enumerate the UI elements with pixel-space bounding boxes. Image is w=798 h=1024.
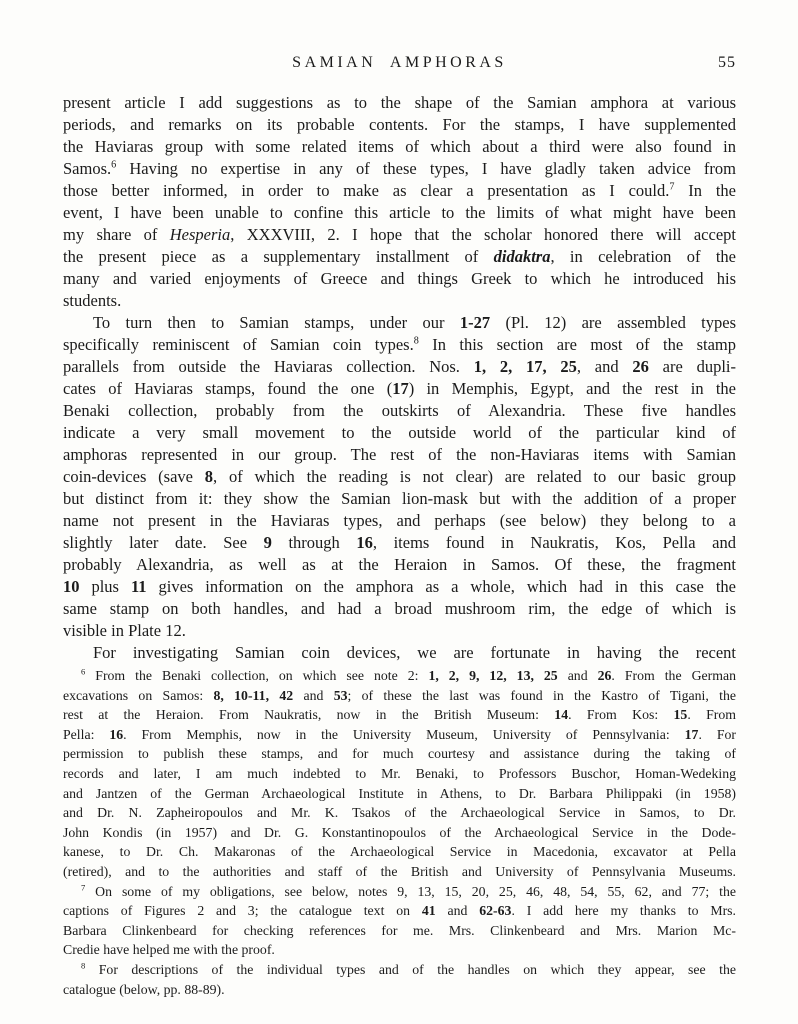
text-segment: 26 [632, 357, 649, 376]
text-segment: , items found in Naukratis, Kos, Pella and [372, 533, 736, 552]
text-segment: For descriptions of the individual types and of the handles on which they appear, see the [85, 961, 736, 977]
text-segment: . From Memphis, now in the University Museum, University of Pennsylvania: [123, 726, 685, 742]
text-segment: 11 [130, 577, 147, 596]
running-title: SAMIAN AMPHORAS [292, 54, 507, 71]
text-line [63, 744, 736, 764]
text-segment: 8, 10-11, 42 [213, 687, 294, 703]
text-segment: didaktra [493, 247, 551, 266]
text-segment: 41 [421, 903, 436, 919]
text-segment: ; of these the last was found in the Kastro of Tigani, the [347, 687, 736, 703]
text-line [63, 666, 736, 686]
text-segment: plus [79, 577, 131, 596]
text-line [63, 356, 736, 378]
text-line [63, 554, 736, 576]
paragraph [63, 666, 736, 882]
text-segment: slightly later date. See [63, 533, 264, 552]
text-segment: To turn then to Samian stamps, under our [93, 313, 460, 332]
text-segment: . I add here my thanks to Mrs. [511, 903, 736, 919]
text-segment: . For [698, 726, 736, 742]
text-segment: Having no expertise in any of these types, I have gladly taken advice from [116, 159, 736, 178]
text-segment: my share of [63, 225, 170, 244]
text-line [63, 466, 736, 488]
text-segment: 1, 2, 9, 12, 13, 25 [428, 668, 558, 683]
text-segment: are dupli- [648, 357, 737, 376]
text-line [63, 400, 736, 422]
footnote-marker: 7 [81, 881, 86, 892]
text-segment: the Haviaras group with some related items of which about a third were also found in [63, 137, 736, 156]
text-segment: 62-63 [479, 903, 512, 919]
text-line [63, 180, 736, 202]
text-segment: 8 [204, 467, 214, 486]
text-segment: gives information on the amphora as a whole, which had in this case the [146, 577, 736, 596]
text-segment: 17 [684, 726, 699, 742]
text-segment: and Dr. N. Zapheiropoulos and Mr. K. Tsakos of the Archaeological Service in Samos, to Dr. [63, 805, 736, 821]
text-segment: excavations on Samos: [63, 687, 214, 703]
text-line [63, 940, 736, 960]
text-segment: Barbara Clinkenbeard for checking references for me. Mrs. Clinkenbeard and Mrs. Marion Mc- [63, 922, 736, 938]
text-segment: and [557, 668, 598, 683]
text-line [63, 980, 736, 1000]
text-line [63, 268, 736, 290]
text-segment: the present piece as a supplementary installment of [63, 247, 494, 266]
text-line [63, 312, 736, 334]
text-segment: indicate a very small movement to the outside world of the particular kind of [63, 423, 736, 442]
text-segment: Pella: [63, 726, 110, 742]
text-segment: Hesperia [169, 225, 231, 244]
page-header [63, 54, 736, 76]
text-segment: records and later, I am much indebted to Mr. Benaki, to Professors Buschor, Homan-Wedeking [63, 765, 736, 781]
text-line [63, 114, 736, 136]
text-segment: rest at the Heraion. From Naukratis, now in the British Museum: [63, 707, 555, 723]
text-line [63, 378, 736, 400]
text-line [63, 246, 736, 268]
text-line [63, 784, 736, 804]
text-line [63, 823, 736, 843]
text-line [63, 705, 736, 725]
text-segment: , and [576, 357, 633, 376]
paragraph [63, 882, 736, 960]
text-segment: 9 [263, 533, 272, 552]
text-line [63, 92, 736, 114]
page-number: 55 [718, 54, 736, 71]
text-segment: (Pl. 12) are assembled types [490, 313, 737, 332]
text-line [63, 882, 736, 902]
text-line [63, 510, 736, 532]
text-line [63, 620, 736, 642]
text-segment: students. [63, 291, 122, 310]
footnote-marker: 6 [111, 159, 117, 171]
footnote-marker: 8 [413, 335, 419, 347]
footnotes [63, 666, 736, 999]
text-segment: probably Alexandria, as well as at the Heraion in Samos. Of these, the fragment [63, 555, 736, 574]
text-line [63, 334, 736, 356]
text-segment: 53 [333, 687, 348, 703]
text-segment: periods, and remarks on its probable contents. For the stamps, I have supplemented [63, 115, 736, 134]
text-segment: coin-devices (save [63, 467, 205, 486]
text-segment: . From the German [611, 668, 736, 683]
text-line [63, 842, 736, 862]
text-segment: many and varied enjoyments of Greece and things Greek to which he introduced his [63, 269, 736, 288]
text-line [63, 532, 736, 554]
text-segment: present article I add suggestions as to the shape of the Samian amphora at various [63, 93, 736, 112]
paragraph [63, 92, 736, 312]
text-segment: permission to publish these stamps, and for much courtesy and assistance during the taking of [63, 746, 736, 762]
text-segment: , of which the reading is not clear) are related to our basic group [213, 467, 736, 486]
text-segment: Samos. [63, 159, 112, 178]
text-line [63, 642, 736, 664]
paragraph [63, 960, 736, 999]
text-segment: On some of my obligations, see below, notes 9, 13, 15, 20, 25, 46, 48, 54, 55, 62, and 77; the [85, 883, 736, 899]
text-line [63, 422, 736, 444]
text-segment: those better informed, in order to make as clear a presentation as I could. [63, 181, 670, 200]
text-segment: For investigating Samian coin devices, we are fortunate in having the recent [93, 643, 736, 662]
text-segment: specifically reminiscent of Samian coin types. [63, 335, 414, 354]
text-segment: 16 [109, 726, 124, 742]
text-segment: Benaki collection, probably from the outskirts of Alexandria. These five handles [63, 401, 736, 420]
text-line [63, 136, 736, 158]
text-segment: 16 [356, 533, 373, 552]
text-segment: , XXXVIII, 2. I hope that the scholar honored there will accept [230, 225, 736, 244]
text-line [63, 725, 736, 745]
footnote-marker: 8 [81, 960, 86, 971]
text-segment: kanese, to Dr. Ch. Makaronas of the Archaeological Service in Macedonia, excavator at Pella [63, 844, 736, 860]
text-line [63, 158, 736, 180]
text-segment: cates of Haviaras stamps, found the one ( [63, 379, 393, 398]
text-segment: . From Kos: [568, 707, 674, 723]
text-segment: 1-27 [459, 313, 491, 332]
text-segment: visible in Plate 12. [63, 621, 186, 640]
text-segment: catalogue (below, pp. 88-89). [63, 981, 225, 997]
text-segment: In the [674, 181, 736, 200]
paragraph [63, 312, 736, 642]
text-segment: captions of Figures 2 and 3; the catalogue text on [63, 903, 422, 919]
text-segment: ) in Memphis, Egypt, and the rest in the [408, 379, 737, 398]
text-segment: Credie have helped me with the proof. [63, 942, 275, 958]
text-segment: 1, 2, 17, 25 [473, 357, 577, 376]
text-segment: (retired), and to the authorities and staff of the British and University of Pennsylvania Museums. [63, 863, 736, 879]
text-segment: but distinct from it: they show the Samian lion-mask but with the addition of a proper [63, 489, 736, 508]
text-line [63, 202, 736, 224]
paragraph [63, 642, 736, 664]
text-line [63, 444, 736, 466]
text-line [63, 686, 736, 706]
text-segment: 26 [597, 668, 612, 683]
text-line [63, 960, 736, 980]
text-line [63, 764, 736, 784]
text-segment: John Kondis (in 1957) and Dr. G. Konstantinopoulos of the Archaeological Service in the Dode- [63, 824, 736, 840]
text-segment: and [293, 687, 334, 703]
text-segment: , in celebration of the [550, 247, 736, 266]
text-line [63, 488, 736, 510]
text-segment: . From [687, 707, 736, 723]
footnote-marker: 6 [81, 666, 86, 677]
text-segment: event, I have been unable to confine this article to the limits of what might have been [63, 203, 736, 222]
text-segment: through [271, 533, 357, 552]
footnote-marker: 7 [669, 181, 675, 193]
text-line [63, 901, 736, 921]
text-segment: same stamp on both handles, and had a broad mushroom rim, the edge of which is [63, 599, 736, 618]
text-line [63, 224, 736, 246]
text-line [63, 921, 736, 941]
text-segment: parallels from outside the Haviaras collection. Nos. [63, 357, 474, 376]
text-segment: amphoras represented in our group. The rest of the non-Haviaras items with Samian [63, 445, 736, 464]
body-text [63, 92, 736, 664]
text-segment: and [435, 903, 480, 919]
text-line [63, 576, 736, 598]
text-line [63, 598, 736, 620]
text-line [63, 862, 736, 882]
text-segment: 14 [554, 707, 569, 723]
text-segment: name not present in the Haviaras types, and perhaps (see below) they belong to a [63, 511, 736, 530]
text-line [63, 290, 736, 312]
text-segment: From the Benaki collection, on which see note 2: [85, 668, 429, 683]
text-segment: and Jantzen of the German Archaeological Institute in Athens, to Dr. Barbara Philippaki (in 1958) [63, 785, 736, 801]
text-segment: 10 [63, 577, 80, 596]
text-segment: 17 [392, 379, 409, 398]
text-segment: 15 [673, 707, 688, 723]
text-line [63, 803, 736, 823]
text-segment: In this section are most of the stamp [418, 335, 736, 354]
